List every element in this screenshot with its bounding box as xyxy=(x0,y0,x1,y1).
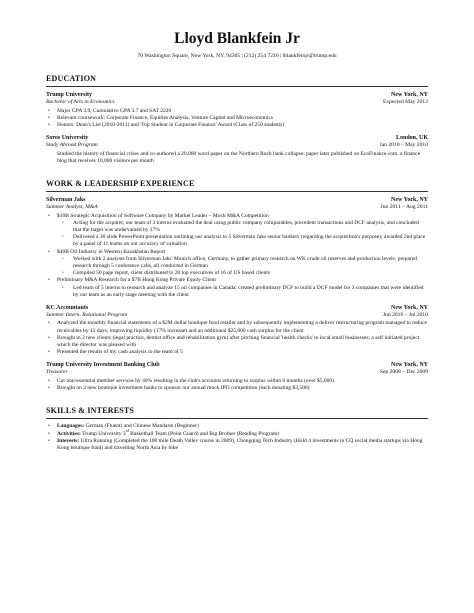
skill-label: Languages: xyxy=(57,423,85,430)
bullet-list xyxy=(46,213,428,299)
date-range: Sep 2008 – Dec 2009 xyxy=(379,369,428,376)
ordinal-suffix: rd xyxy=(125,428,129,433)
employer-name: KC Accountants xyxy=(46,304,89,311)
job-title: Summer Intern, Rotational Program xyxy=(46,311,128,318)
sub-bullet-item: ◦ Compiled 50 page report, client distributed to 20 top executives of 16 of US based clients xyxy=(46,270,428,277)
bullet-item: • Major GPA 3.9, Cumulative GPA 3.7 and SAT 2220 xyxy=(46,108,428,115)
employer-location: New York, NY xyxy=(391,197,428,204)
employer-location: New York, NY xyxy=(391,362,428,369)
bullet-item: • $10B Strategic Acquisition of Software Company by Market Leader – Mock M&A Competition xyxy=(46,213,428,220)
work-section xyxy=(46,179,428,392)
employer-name: Trump University Investment Banking Club xyxy=(46,362,160,369)
skill-label: Activities: xyxy=(57,430,81,437)
skills-section xyxy=(46,406,428,452)
candidate-name: Lloyd Blankfein Jr xyxy=(174,30,300,47)
institution-location: New York, NY xyxy=(391,92,428,98)
bullet-list xyxy=(46,423,428,452)
date-range: Expected May 2012 xyxy=(382,99,428,105)
bullet-item: • Relevant coursework: Corporate Finance, Equities Analysis, Venture Capital and Microeconomics xyxy=(46,115,428,122)
section-divider xyxy=(46,86,428,87)
education-section xyxy=(46,74,428,165)
job-entry xyxy=(46,304,428,357)
bullet-item: • Honors: Dean's List (2010-2011) and 'Top Student in Corporate Finance' Award (Class of 250 students) xyxy=(46,122,428,129)
job-title: Treasurer xyxy=(46,369,68,376)
bullet-item: • Analyzed the monthly financial statements of a $2M dollar boutique food retailer and by subsequently implementing a deliver restructuring program managed to reduce receivables by 12 days, improving liquidity (17% increase) and an additional $25,000 cash surplus for the client xyxy=(46,320,428,334)
degree: Bachelor of Arts in Economics xyxy=(46,99,115,105)
skill-item xyxy=(46,428,428,438)
skill-text: Trump University 3 xyxy=(82,430,126,437)
sub-bullet-item: ◦ Led team of 5 interns to research and analyze 15 oil companies in Canada; created preliminary DCF to build a DCF model for 3 companies that were identified by our team as an early stage meeting with the client xyxy=(46,285,428,299)
bullet-item: • $40B Oil Industry in Western Kazakhstan Report xyxy=(46,249,428,256)
description-text: Studied the history of financial crises and co-authored a 20,000 word paper on the Northern Rock bank collapse; paper later published on EcoFinance.com, a finance blog that receives 10,000 visitors per month xyxy=(57,150,421,164)
section-divider xyxy=(46,418,428,419)
date-range: Jun 2010 – Jul 2010 xyxy=(382,311,428,318)
employer-location: New York, NY xyxy=(391,304,428,311)
section-title: WORK & LEADERSHIP EXPERIENCE xyxy=(46,179,195,189)
date-range: Jan 2010 – May 2010 xyxy=(379,142,428,149)
contact-line: 70 Washington Square, New York, NY, 94305 | (212) 254 7210 | lblankfeinjr@trump.edu xyxy=(137,53,337,59)
institution-name: Trump University xyxy=(46,92,93,98)
program-name: Study Abroad Program xyxy=(46,142,98,149)
institution-location: London, UK xyxy=(395,135,428,142)
skill-label: Interests: xyxy=(57,437,80,444)
job-title: Summer Analyst, M&A xyxy=(46,204,98,211)
skill-item xyxy=(46,423,428,430)
education-entry xyxy=(46,134,428,165)
bullet-item: • Cut non-essential member services by 40% resulting in the club's accounts returning to surplus within 6 months (over $5,000) xyxy=(46,378,428,385)
bullet-item: • Brought in 2 new clients (legal practice, dentist office and rehabilitation gym) after pitching financial 'health checks' to local small businesses; a self initiated project which the director was pleased with xyxy=(46,335,428,349)
institution-name: Soros University xyxy=(46,135,89,142)
bullet-item: • Brought on 2 new boutique investment banks to sponsor our annual mock IPO competition (each donating $3,500) xyxy=(46,385,428,392)
skill-item xyxy=(46,438,428,452)
date-range: Jun 2011 – Aug 2011 xyxy=(380,204,428,211)
sub-bullet-item: ◦ Worked with 2 analysts from Silverman Jaks' Munich office, Germany, to gather primary research on WK crude oil reserves and production levels; prepared research through 5 conference calls, all conducted in German xyxy=(46,256,428,270)
bullet-list xyxy=(46,378,428,392)
section-divider xyxy=(46,191,428,192)
section-title: SKILLS & INTERESTS xyxy=(46,406,135,416)
education-entry xyxy=(46,91,428,129)
skill-text: Basketball Team (Point Guard) and Big Brother (Reading Program) xyxy=(128,430,280,437)
section-title: EDUCATION xyxy=(46,74,97,83)
bullet-item: • Presented the results of my cash analysis to the team of 5 xyxy=(46,349,428,356)
job-entry xyxy=(46,196,428,299)
bullet-item: • Preliminary M&A Research for a $7B Hong Kong Private Equity Client xyxy=(46,277,428,284)
bullet-list xyxy=(46,320,428,356)
sub-bullet-item: ◦ Acting for the acquirer, our team of 3 interns evaluated the deal using public company comparables, precedent transactions and DCF analysis, and concluded that the target was undervalued by 17% xyxy=(46,220,428,234)
skill-text: Ultra Running (Completed the 100 mile Death Valley course in 2009), Chongqing Tech Industry (Hold 4 investments in CQ social media startups via Hong Kong boutique fund) and travelling North Asia by bike xyxy=(57,437,423,451)
job-entry xyxy=(46,361,428,392)
skill-text: German (Fluent) and Chinese Mandarin (Beginner) xyxy=(85,423,199,430)
bullet-list xyxy=(46,108,428,130)
sub-bullet-item: ◦ Delivered a 30 slide PowerPoint presentation outlining our analysis to 5 Silverman Jaks senior bankers (regarding the acquisition's purpose); awarded 2nd place by a panel of 11 teams on our accuracy of valuation xyxy=(46,234,428,248)
employer-name: Silverman Jaks xyxy=(46,197,86,204)
